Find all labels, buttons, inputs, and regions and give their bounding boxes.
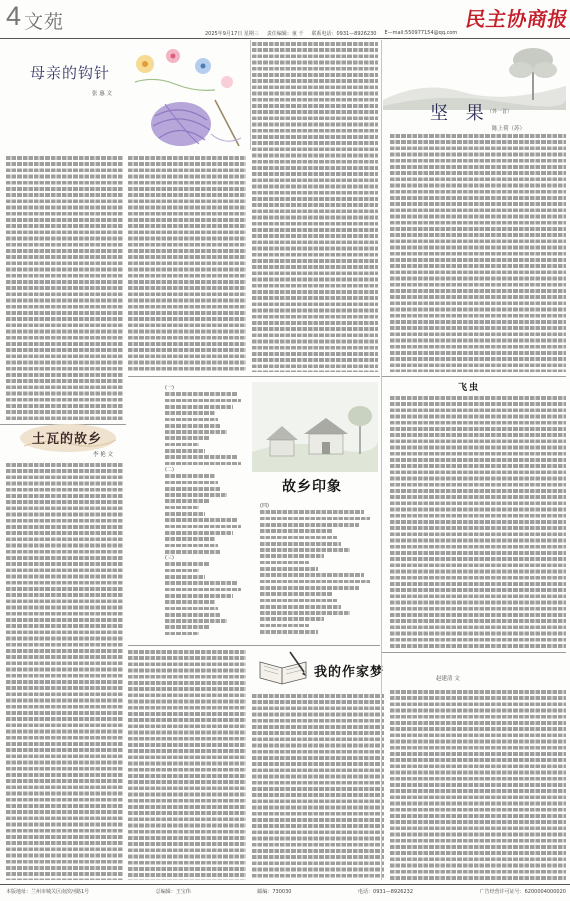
article-body-nuts bbox=[390, 134, 566, 372]
masthead-rule bbox=[0, 38, 570, 39]
poem-line bbox=[165, 537, 215, 541]
article-body-mother-hook bbox=[128, 156, 246, 372]
poem-line bbox=[165, 594, 233, 598]
article-title-nuts: 坚 果 bbox=[430, 103, 490, 124]
article-body-tile-hometown bbox=[6, 463, 123, 880]
poem-line bbox=[165, 430, 227, 434]
poem-line bbox=[165, 455, 237, 459]
poem-line bbox=[165, 600, 215, 604]
byline-writer-dream: 赵建清 文 bbox=[436, 676, 460, 682]
article-body-writer-dream bbox=[390, 690, 566, 880]
column-rule bbox=[381, 40, 382, 880]
poem-line bbox=[165, 575, 205, 579]
byline-nuts: 陈上荷（苏） bbox=[492, 126, 526, 132]
article-title-tile-hometown: 土瓦的故乡 bbox=[32, 432, 103, 447]
poem-line bbox=[165, 581, 237, 585]
article-body-writer-dream bbox=[252, 694, 384, 880]
poem-line bbox=[165, 544, 218, 548]
poem-line bbox=[260, 605, 341, 609]
footer bbox=[6, 888, 566, 895]
poem-line bbox=[260, 624, 309, 628]
poem-line bbox=[260, 510, 364, 514]
paper-logo: 民主协商报 bbox=[463, 7, 570, 31]
poem-line bbox=[260, 617, 324, 621]
article-body-mother-hook bbox=[6, 156, 123, 420]
poem-line bbox=[260, 517, 370, 521]
article-subtitle-nuts: （外一首） bbox=[487, 109, 513, 115]
section-name: 文苑 bbox=[24, 11, 65, 33]
poem-section-number: (三) bbox=[165, 555, 174, 562]
footer-postcode: 邮编：730030 bbox=[257, 889, 292, 895]
byline-tile-hometown: 李 艳 文 bbox=[93, 452, 113, 458]
poem-line bbox=[165, 613, 221, 617]
article-body-tile-hometown bbox=[128, 650, 246, 880]
poem-line bbox=[165, 625, 209, 629]
article-title-hometown-impression: 故乡印象 bbox=[282, 479, 342, 495]
poem-line bbox=[260, 536, 337, 540]
poem-line bbox=[165, 405, 233, 409]
yarn-illustration bbox=[115, 42, 247, 150]
village-illustration bbox=[252, 382, 378, 472]
poem-line bbox=[165, 550, 221, 554]
poem-line bbox=[260, 592, 332, 596]
divider bbox=[382, 652, 566, 653]
poem-line bbox=[165, 569, 199, 573]
poem-line bbox=[165, 499, 209, 503]
poem-line bbox=[260, 580, 370, 584]
divider bbox=[128, 376, 380, 377]
dateline bbox=[205, 30, 457, 37]
poem-line bbox=[260, 599, 337, 603]
article-title-mother-hook: 母亲的钩针 bbox=[30, 64, 111, 82]
poem-line bbox=[165, 481, 218, 485]
divider bbox=[128, 645, 380, 646]
poem-line bbox=[260, 561, 309, 565]
issue-date: 2025年9月17日 星期三 bbox=[205, 31, 259, 37]
poem-line bbox=[165, 449, 205, 453]
footer-editor-in-chief: 总编辑：王宝伟 bbox=[155, 889, 191, 895]
poem-body-hometown-impression bbox=[165, 386, 245, 640]
poem-line bbox=[165, 462, 241, 466]
poem-line bbox=[165, 474, 215, 478]
poem-line bbox=[165, 518, 237, 522]
poem-line bbox=[260, 630, 318, 634]
poem-line bbox=[260, 586, 359, 590]
poem-line bbox=[165, 487, 221, 491]
poem-line bbox=[260, 529, 332, 533]
footer-address: 本版地址：兰州市城关区南滨河路1号 bbox=[6, 889, 90, 895]
article-title-flying-insect: 飞虫 bbox=[458, 383, 481, 393]
poem-line bbox=[165, 424, 221, 428]
phone: 联系电话：0931—8926230 bbox=[311, 31, 377, 37]
column-rule bbox=[250, 40, 251, 150]
footer-phone: 电话：0931—8926232 bbox=[358, 889, 414, 895]
poem-line bbox=[165, 506, 199, 510]
poem-body-hometown-impression bbox=[260, 504, 376, 640]
divider bbox=[382, 376, 566, 377]
poem-line bbox=[165, 436, 209, 440]
poem-line bbox=[165, 418, 218, 422]
poem-line bbox=[165, 493, 227, 497]
book-pen-illustration bbox=[254, 648, 312, 690]
editor: 责任编辑：童 千 bbox=[266, 31, 304, 37]
email: E—mail:550977154@qq.com bbox=[384, 30, 458, 36]
footer-license: 广告经营许可证号：6200004000020 bbox=[479, 889, 566, 895]
poem-line bbox=[165, 443, 199, 447]
poem-line bbox=[260, 554, 324, 558]
poem-line bbox=[260, 567, 318, 571]
poem-section-number: (一) bbox=[165, 385, 174, 391]
poem-line bbox=[260, 542, 341, 546]
poem-line bbox=[260, 523, 359, 527]
poem-section-number: (四) bbox=[260, 503, 269, 509]
page-number: 4 bbox=[6, 1, 22, 31]
poem-line bbox=[165, 399, 241, 403]
poem-line bbox=[165, 531, 233, 535]
poem-line bbox=[165, 411, 215, 415]
poem-line bbox=[165, 525, 241, 529]
article-title-writer-dream: 我的作家梦 bbox=[314, 665, 385, 680]
poem-line bbox=[260, 548, 350, 552]
poem-line bbox=[165, 607, 218, 611]
poem-line bbox=[165, 588, 241, 592]
poem-line bbox=[260, 573, 364, 577]
poem-line bbox=[165, 619, 227, 623]
poem-line bbox=[260, 611, 350, 615]
poem-section-number: (二) bbox=[165, 466, 174, 473]
poem-line bbox=[165, 512, 205, 516]
footer-rule bbox=[0, 884, 570, 885]
article-body-mother-hook bbox=[252, 42, 378, 372]
poem-line bbox=[165, 392, 237, 396]
article-body-flying-insect bbox=[390, 396, 566, 648]
byline-mother-hook: 张 惠 文 bbox=[92, 91, 112, 97]
poem-line bbox=[165, 562, 209, 566]
poem-line bbox=[165, 632, 199, 636]
